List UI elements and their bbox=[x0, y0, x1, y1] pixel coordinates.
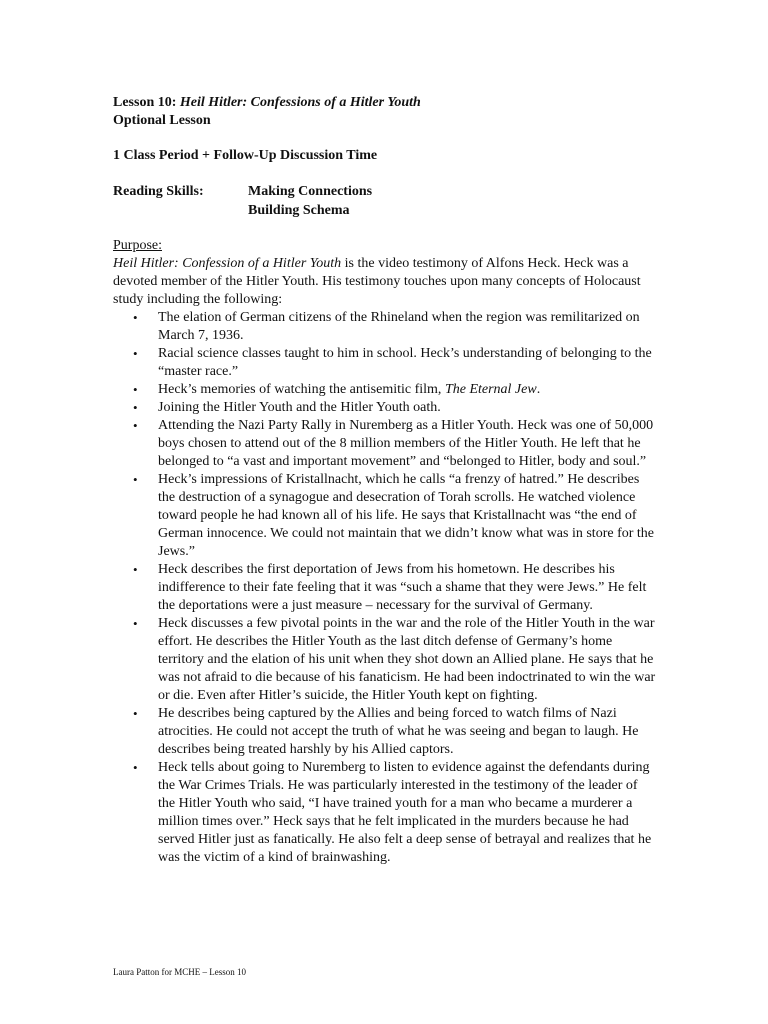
bullet-icon: • bbox=[133, 418, 138, 433]
bullet-icon: • bbox=[133, 382, 138, 397]
list-item-text: Racial science classes taught to him in school. Heck’s understanding of belonging to the “master race.” bbox=[158, 346, 652, 379]
list-item bbox=[113, 561, 658, 615]
reading-skills bbox=[113, 182, 658, 220]
list-item bbox=[113, 309, 658, 345]
optional-lesson-label: Optional Lesson bbox=[113, 113, 211, 128]
list-item bbox=[113, 615, 658, 705]
page-footer: Laura Patton for MCHE – Lesson 10 bbox=[113, 967, 246, 977]
bullet-icon: • bbox=[133, 310, 138, 325]
film-title-eternal-jew: The Eternal Jew bbox=[444, 382, 537, 397]
list-item bbox=[113, 705, 658, 759]
bullet-icon: • bbox=[133, 346, 138, 361]
list-item-text-end: . bbox=[536, 382, 541, 397]
bullet-icon: • bbox=[133, 472, 138, 487]
list-item bbox=[113, 759, 658, 867]
purpose-bullet-list bbox=[113, 309, 658, 867]
bullet-icon: • bbox=[133, 562, 138, 577]
reading-skill-item: Making Connections bbox=[248, 184, 373, 199]
lesson-prefix: Lesson 10: bbox=[113, 95, 177, 110]
lesson-title bbox=[113, 94, 658, 112]
film-title: Heil Hitler: Confession of a Hitler Youth bbox=[113, 256, 342, 271]
list-item-text: Heck’s memories of watching the antisemitic film, bbox=[158, 382, 445, 397]
purpose-intro bbox=[113, 255, 658, 309]
list-item bbox=[113, 471, 658, 561]
list-item-text: Heck describes the first deportation of Jews from his hometown. He describes his indifference to their fate feeling that it was “such a shame that they were Jews.” He felt the deportations were a just measure – necessary for the survival of Germany. bbox=[158, 562, 647, 613]
purpose-intro-text: is the video testimony of Alfons Heck. Heck was a devoted member of the Hitler Youth. His testimony touches upon many concepts of Holocaust study including the following: bbox=[113, 256, 641, 307]
list-item-text: Joining the Hitler Youth and the Hitler Youth oath. bbox=[158, 400, 441, 415]
bullet-icon: • bbox=[133, 760, 138, 775]
list-item-text: Heck tells about going to Nuremberg to listen to evidence against the defendants during the War Crimes Trials. He was particularly interested in the testimony of the leader of the Hitler Youth who said, “I have trained youth for a man who became a murderer a million times over.” Heck says that he felt implicated in the murders because he had served Hitler just as fanatically. He also felt a deep sense of betrayal and realizes that he was the victim of a kind of brainwashing. bbox=[158, 760, 652, 865]
list-item bbox=[113, 381, 658, 399]
bullet-icon: • bbox=[133, 616, 138, 631]
list-item bbox=[113, 345, 658, 381]
lesson-title-italic: Heil Hitler: Confessions of a Hitler Youth bbox=[179, 95, 421, 110]
reading-skill-item: Building Schema bbox=[248, 203, 350, 218]
list-item bbox=[113, 417, 658, 471]
reading-skills-label: Reading Skills: bbox=[113, 184, 204, 199]
reading-skills-list bbox=[248, 182, 372, 220]
list-item-text: The elation of German citizens of the Rhineland when the region was remilitarized on March 7, 1936. bbox=[158, 310, 640, 343]
list-item-text: Heck’s impressions of Kristallnacht, which he calls “a frenzy of hatred.” He describes the destruction of a synagogue and desecration of Torah scrolls. He watched violence toward people he had known all of his life. He says that Kristallnacht was “the end of German innocence. We could not maintain that we didn’t know what was in store for the Jews.” bbox=[158, 472, 655, 559]
list-item-text: Heck discusses a few pivotal points in the war and the role of the Hitler Youth in the war effort. He describes the Hitler Youth as the last ditch defense of Germany’s home territory and the elation of his unit when they shot down an Allied plane. He says that he was not afraid to die because of his fanaticism. He had been indoctrinated to win the war or die. Even after Hitler’s suicide, the Hitler Youth kept on fighting. bbox=[158, 616, 656, 703]
bullet-icon: • bbox=[133, 706, 138, 721]
purpose-heading: Purpose: bbox=[113, 238, 162, 253]
bullet-icon: • bbox=[133, 400, 138, 415]
page-content bbox=[113, 94, 658, 867]
list-item-text: He describes being captured by the Allies and being forced to watch films of Nazi atrocities. He could not accept the truth of what he was seeing and began to laugh. He describes being treated harshly by his Allied captors. bbox=[158, 706, 639, 757]
class-period: 1 Class Period + Follow-Up Discussion Time bbox=[113, 148, 378, 163]
list-item bbox=[113, 399, 658, 417]
list-item-text: Attending the Nazi Party Rally in Nuremberg as a Hitler Youth. Heck was one of 50,000 boys chosen to attend out of the 8 million members of the Hitler Youth. He left that he belonged to “a vast and important movement” and “belonged to Hitler, body and soul.” bbox=[158, 418, 654, 469]
